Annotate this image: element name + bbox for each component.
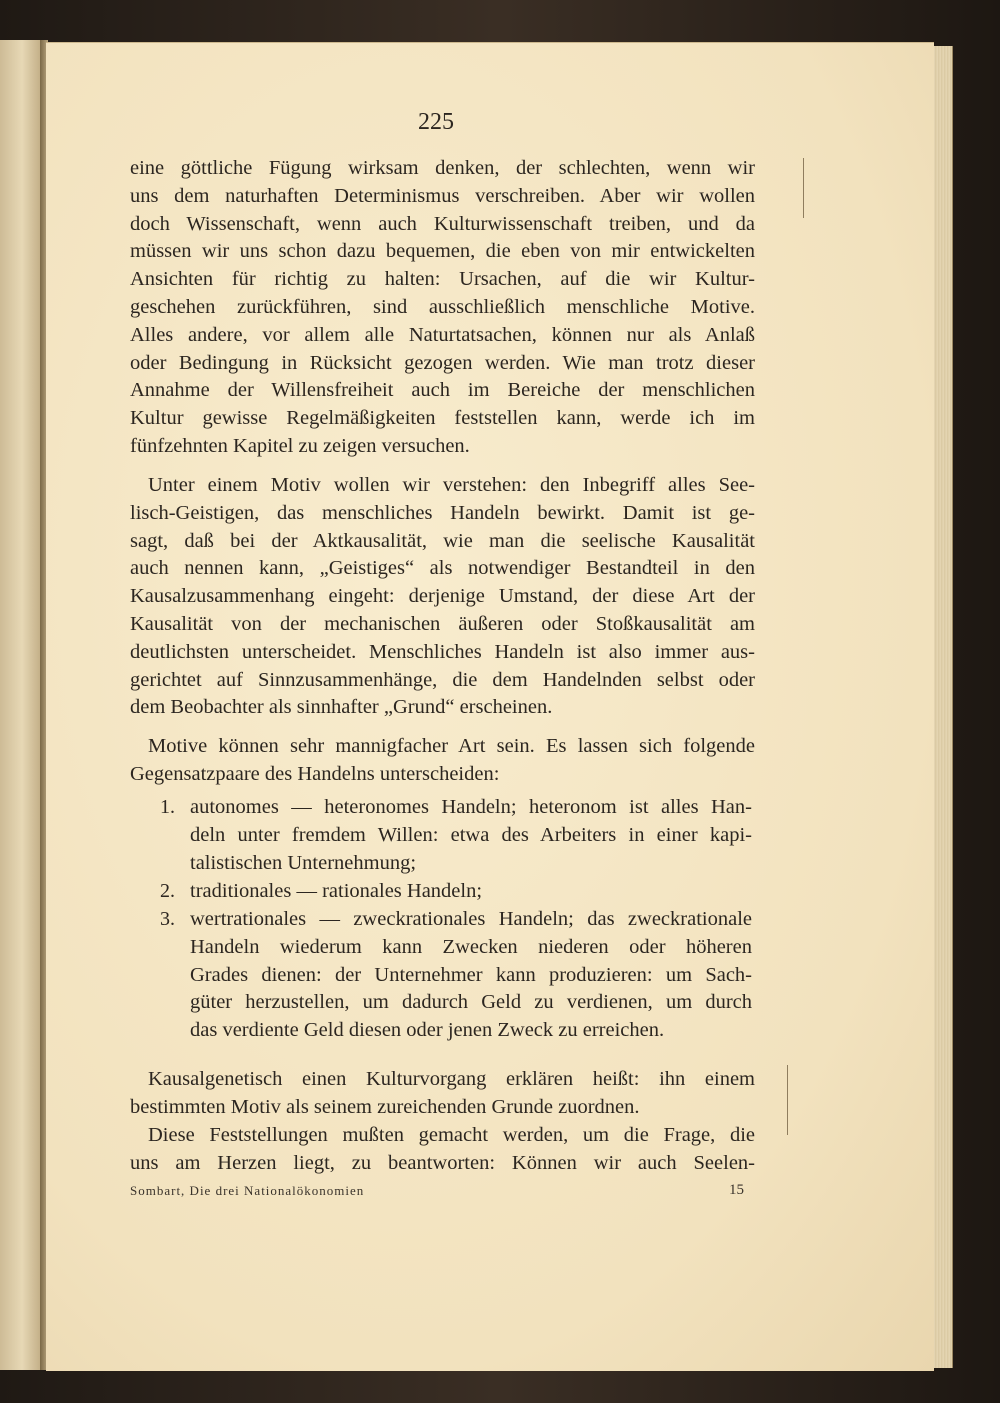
margin-mark	[787, 1065, 788, 1135]
text-line: deln unter fremdem Willen: etwa des Arbeiters in einer kapi-	[190, 823, 752, 846]
list-number: 2.	[160, 880, 175, 902]
text-line: lisch-Geistigen, das menschliches Handeln bewirkt. Damit ist ge-	[130, 501, 755, 524]
text-line: deutlichsten unterscheidet. Menschliches Handeln ist also immer aus-	[130, 640, 755, 663]
text-line: Kausalzusammenhang eingeht: derjenige Umstand, der diese Art der	[130, 585, 755, 608]
text-line: Motive können sehr mannigfacher Art sein. Es lassen sich folgende	[148, 735, 755, 757]
text-line: Kausalität von der mechanischen äußeren oder Stoßkausalität am	[130, 612, 755, 635]
text-line: Kultur gewisse Regelmäßigkeiten feststellen kann, werde ich im	[130, 407, 755, 430]
text-line: geschehen zurückführen, sind ausschließlich menschliche Motive.	[130, 295, 755, 318]
list-item	[190, 906, 752, 1045]
text-line: Annahme der Willensfreiheit auch im Bereiche der menschlichen	[130, 379, 755, 402]
footer-sheet-number: 15	[729, 1182, 744, 1198]
text-line: uns am Herzen liegt, zu beantworten: Können wir auch Seelen-	[130, 1151, 755, 1174]
text-line: dem Beobachter als sinnhafter „Grund“ erscheinen.	[130, 696, 553, 719]
text-line: doch Wissenschaft, wenn auch Kulturwissenschaft treiben, und da	[130, 212, 755, 235]
margin-mark	[803, 158, 804, 218]
text-line: sagt, daß bei der Aktkausalität, wie man die seelische Kausalität	[130, 529, 755, 552]
text-line: oder Bedingung in Rücksicht gezogen werden. Wie man trotz dieser	[130, 351, 755, 374]
text-line: auch nennen kann, „Geistiges“ als notwendiger Bestandteil in den	[130, 557, 755, 580]
text-line: wertrationales — zweckrationales Handeln; das zweckrationale	[190, 908, 752, 930]
text-line: Gegensatzpaare des Handelns unterscheiden:	[130, 762, 500, 785]
text-line: talistischen Unternehmung;	[190, 851, 417, 874]
text-line: bestimmten Motiv als seinem zureichenden Grunde zuordnen.	[130, 1095, 640, 1118]
text-line: müssen wir uns schon dazu bequemen, die eben von mir entwickelten	[130, 240, 755, 263]
page-number: 225	[418, 109, 454, 135]
list-item	[190, 878, 752, 906]
footer-signature: Sombart, Die drei Nationalökonomien	[130, 1183, 365, 1198]
text-line: güter herzustellen, um dadurch Geld zu verdienen, um durch	[190, 991, 752, 1014]
text-line: eine göttliche Fügung wirksam denken, der schlechten, wenn wir	[130, 157, 755, 179]
left-page-edge	[0, 40, 41, 1370]
text-line: autonomes — heteronomes Handeln; heteronom ist alles Han-	[190, 796, 752, 818]
text-line: Unter einem Motiv wollen wir verstehen: den Inbegriff alles See-	[148, 474, 755, 496]
text-line: uns dem naturhaften Determinismus verschreiben. Aber wir wollen	[130, 184, 755, 207]
text-line: gerichtet auf Sinnzusammenhänge, die dem Handelnden selbst oder	[130, 668, 755, 691]
text-line: das verdiente Geld diesen oder jenen Zweck zu erreichen.	[190, 1019, 665, 1042]
text-line: traditionales — rationales Handeln;	[190, 880, 483, 902]
text-line: Alles andere, vor allem alle Naturtatsachen, können nur als Anlaß	[130, 323, 755, 346]
text-line: Kausalgenetisch einen Kulturvorgang erklären heißt: ihn einem	[148, 1068, 755, 1090]
text-line: Handeln wiederum kann Zwecken niederen oder höheren	[190, 935, 752, 958]
list-item	[190, 794, 752, 877]
text-line: Ansichten für richtig zu halten: Ursachen, auf die wir Kultur-	[130, 268, 755, 291]
list-number: 1.	[160, 796, 175, 818]
text-line: Diese Feststellungen mußten gemacht werden, um die Frage, die	[148, 1124, 755, 1146]
text-line: Grades dienen: der Unternehmer kann produzieren: um Sach-	[190, 963, 752, 986]
list-number: 3.	[160, 908, 175, 930]
page-stack-edge	[934, 46, 953, 1368]
text-line: fünfzehnten Kapitel zu zeigen versuchen.	[130, 434, 470, 457]
